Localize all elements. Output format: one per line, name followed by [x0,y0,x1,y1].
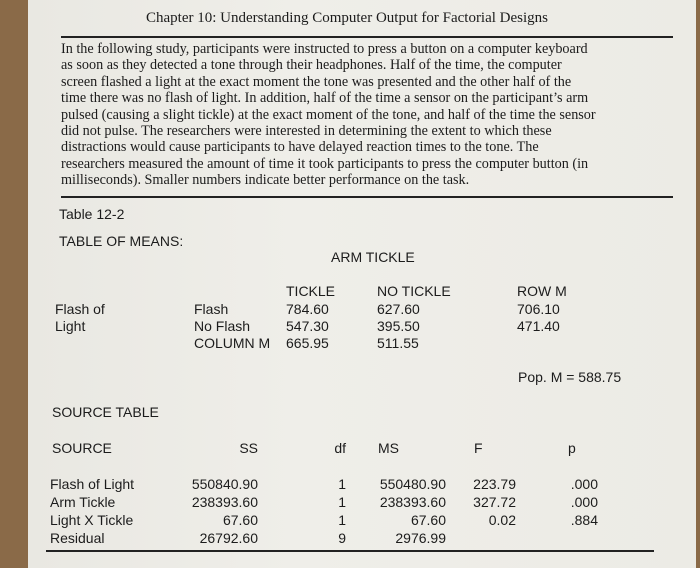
passage-line: pulsed (causing a slight tickle) at the exact moment of the tone, and half of the time the sensor [61,106,596,123]
ms-cell: 238393.60 [379,494,446,510]
arm-tickle-header: ARM TICKLE [331,249,415,265]
table-bottom-rule [46,550,654,552]
ms-header: MS [378,440,399,456]
ms-cell: 67.60 [410,512,446,528]
passage-line: did not pulse. The researchers were interested in determining the extent to which these [61,123,552,140]
means-row-label: Flash [194,301,229,317]
passage-line: screen flashed a light at the exact moment the tone was presented and the other half of the [61,73,572,90]
ss-header: SS [239,440,258,456]
population-mean: Pop. M = 588.75 [518,369,622,385]
ms-cell: 550480.90 [379,476,446,492]
means-cell: 395.50 [377,318,420,334]
means-cell: 547.30 [286,318,329,334]
f-cell: 327.72 [473,494,516,510]
ss-cell: 67.60 [222,512,258,528]
ss-cell: 238393.60 [191,494,258,510]
book-page [28,0,696,568]
means-cell: 706.10 [517,301,560,317]
source-table-title: SOURCE TABLE [52,404,159,420]
row-factor-label: Flash of [55,301,105,317]
df-cell: 1 [338,494,346,510]
passage-line: time there was no flash of light. In addition, half of the time a sensor on the participant’s arm [61,90,589,107]
p-header: p [568,440,576,456]
means-row-label: No Flash [194,318,251,334]
col-header-row-m: ROW M [517,283,567,299]
df-cell: 1 [338,476,346,492]
ss-cell: 550840.90 [191,476,258,492]
means-cell: 784.60 [286,301,329,317]
passage-line: distractions would cause participants to have delayed reaction times to the tone. The [61,139,539,156]
passage-line: as soon as they detected a tone through their headphones. Half of the time, the computer [61,57,562,74]
f-cell: 0.02 [488,512,516,528]
f-cell: 223.79 [473,476,516,492]
means-row-label: COLUMN M [194,335,271,351]
top-rule [61,36,673,38]
means-cell: 665.95 [286,335,329,351]
study-description [61,41,671,189]
df-cell: 1 [338,512,346,528]
col-header-tickle: TICKLE [286,283,336,299]
col-header-no-tickle: NO TICKLE [377,283,451,299]
ms-cell: 2976.99 [395,530,446,546]
p-cell: .884 [570,512,598,528]
passage-line: In the following study, participants were instructed to press a button on a computer keyboard [61,41,588,57]
df-cell: 9 [338,530,346,546]
source-row-label: Residual [50,530,105,546]
source-row-label: Arm Tickle [50,494,116,510]
f-header: F [474,440,483,456]
source-header: SOURCE [52,440,112,456]
passage-line: milliseconds). Smaller numbers indicate better performance on the task. [61,172,470,189]
p-cell: .000 [570,494,598,510]
passage-bottom-rule [61,196,673,198]
passage-line: researchers measured the amount of time it took participants to press the computer button (in [61,155,589,172]
table-label: Table 12-2 [59,206,125,222]
source-row-label: Flash of Light [50,476,135,492]
chapter-title: Chapter 10: Understanding Computer Output for Factorial Designs [146,10,549,26]
p-cell: .000 [570,476,598,492]
means-cell: 471.40 [517,318,560,334]
means-table-title: TABLE OF MEANS: [59,233,184,249]
means-cell: 627.60 [377,301,420,317]
df-header: df [334,440,346,456]
row-factor-label: Light [55,318,86,334]
means-cell: 511.55 [377,335,419,351]
ss-cell: 26792.60 [199,530,258,546]
source-row-label: Light X Tickle [50,512,134,528]
